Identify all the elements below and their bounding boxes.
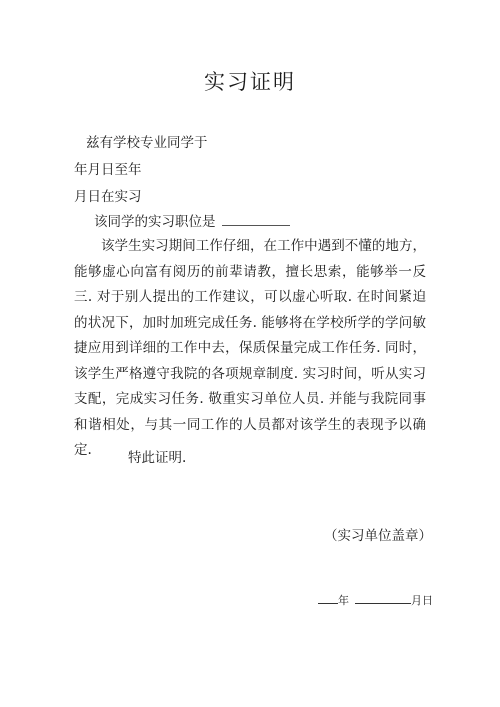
date-line [318, 592, 433, 608]
month-day-label: 月日 [411, 594, 433, 607]
intro-line-1: 兹有学校专业同学于 [86, 135, 208, 151]
body-paragraph: 该学生实习期间工作仔细，在工作中遇到不懂的地方，能够虚心向富有阅历的前辈请教，擅长思索，能够举一反三. 对于别人提出的工作建议，可以虚心听取. 在时间紧迫的状况下，加时加班完成任务. 能够将在学校所学的学问敏捷应用到详细的工作中去，保质保量完成工作任务. 同时，该学生严格遵守我院的各项规章制度. 实习时间，听从实习支配，完成实习任务. 敬重实习单位人员. 并能与我院同事和谐相处，与其一同工作的人员都对该学生的表现予以确定. [74, 238, 426, 458]
seal-text: （实习单位盖章） [324, 528, 432, 544]
intro-line-3: 月日在实习 [74, 189, 142, 205]
position-line [94, 210, 290, 230]
year-label: 年 [338, 594, 349, 607]
position-label: 该同学的实习职位是 [94, 214, 216, 230]
month-blank [355, 593, 411, 604]
closing-text: 特此证明. [128, 450, 187, 466]
position-blank [222, 213, 290, 226]
document-title: 实习证明 [204, 70, 296, 94]
intro-line-2: 年月日至年 [74, 162, 142, 178]
year-blank [318, 593, 338, 604]
